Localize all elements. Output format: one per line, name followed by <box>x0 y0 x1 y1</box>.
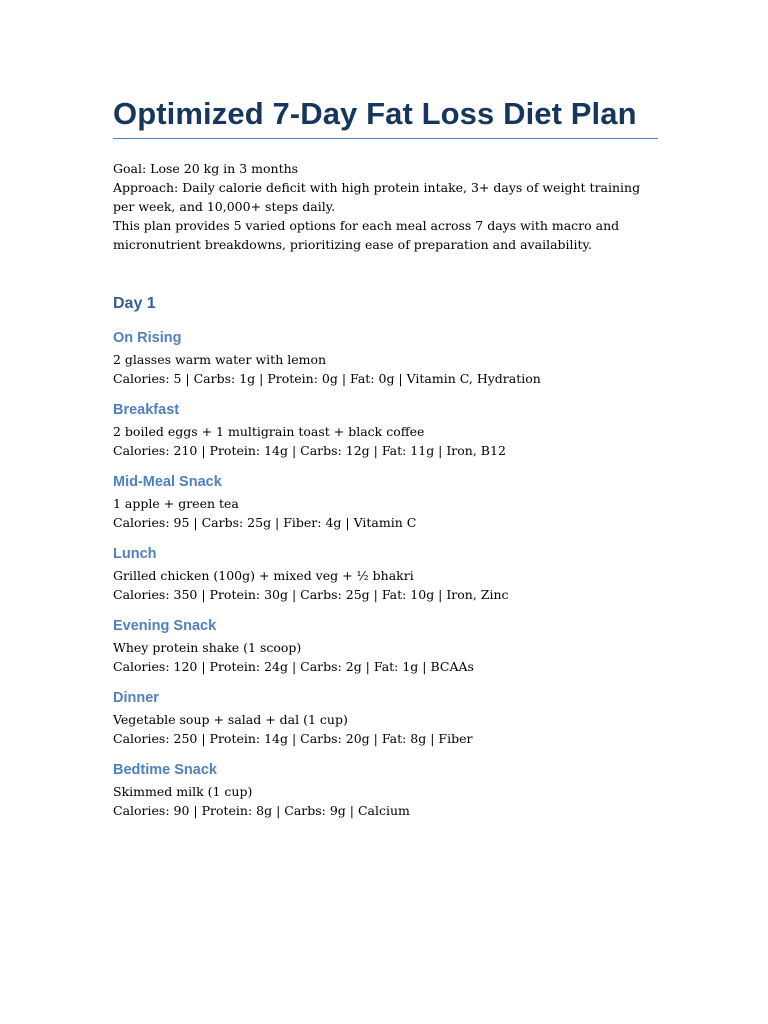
meal-title: Lunch <box>113 546 157 562</box>
approach-text: Approach: Daily calorie deficit with high protein intake, 3+ days of weight training per week, and 10,000+ steps daily. <box>113 180 641 214</box>
meal-dinner <box>113 687 658 748</box>
meal-title: Mid-Meal Snack <box>113 474 222 490</box>
meal-food: Grilled chicken (100g) + mixed veg + ½ bhakri <box>113 568 414 583</box>
meal-mid-meal-snack <box>113 471 658 532</box>
meal-nutrition: Calories: 350 | Protein: 30g | Carbs: 25g | Fat: 10g | Iron, Zinc <box>113 587 509 602</box>
meal-nutrition: Calories: 120 | Protein: 24g | Carbs: 2g | Fat: 1g | BCAAs <box>113 659 474 674</box>
meal-title: Breakfast <box>113 402 180 418</box>
meal-title: Dinner <box>113 690 159 706</box>
meal-title: Evening Snack <box>113 618 217 634</box>
meal-on-rising <box>113 327 658 388</box>
meal-food: Whey protein shake (1 scoop) <box>113 640 302 655</box>
meal-nutrition: Calories: 210 | Protein: 14g | Carbs: 12g | Fat: 11g | Iron, B12 <box>113 443 506 458</box>
meal-nutrition: Calories: 90 | Protein: 8g | Carbs: 9g | Calcium <box>113 803 410 818</box>
meal-food: 2 boiled eggs + 1 multigrain toast + black coffee <box>113 424 425 439</box>
intro-section <box>113 159 658 254</box>
document-title: Optimized 7-Day Fat Loss Diet Plan <box>113 94 658 139</box>
meal-food: 1 apple + green tea <box>113 496 239 511</box>
day-heading: Day 1 <box>113 295 156 312</box>
meal-food: 2 glasses warm water with lemon <box>113 352 327 367</box>
meal-lunch <box>113 543 658 604</box>
meal-title: Bedtime Snack <box>113 762 217 778</box>
meal-breakfast <box>113 399 658 460</box>
meal-evening-snack <box>113 615 658 676</box>
meal-nutrition: Calories: 5 | Carbs: 1g | Protein: 0g | Fat: 0g | Vitamin C, Hydration <box>113 371 541 386</box>
meal-food: Vegetable soup + salad + dal (1 cup) <box>113 712 348 727</box>
meal-bedtime-snack <box>113 759 658 820</box>
document-page <box>113 94 658 820</box>
goal-text: Goal: Lose 20 kg in 3 months <box>113 161 299 176</box>
meal-nutrition: Calories: 250 | Protein: 14g | Carbs: 20g | Fat: 8g | Fiber <box>113 731 473 746</box>
meal-nutrition: Calories: 95 | Carbs: 25g | Fiber: 4g | Vitamin C <box>113 515 417 530</box>
meal-title: On Rising <box>113 330 182 346</box>
plan-description-text: This plan provides 5 varied options for each meal across 7 days with macro and micronutrient breakdowns, prioritizing ease of preparation and availability. <box>113 218 620 252</box>
meal-food: Skimmed milk (1 cup) <box>113 784 253 799</box>
